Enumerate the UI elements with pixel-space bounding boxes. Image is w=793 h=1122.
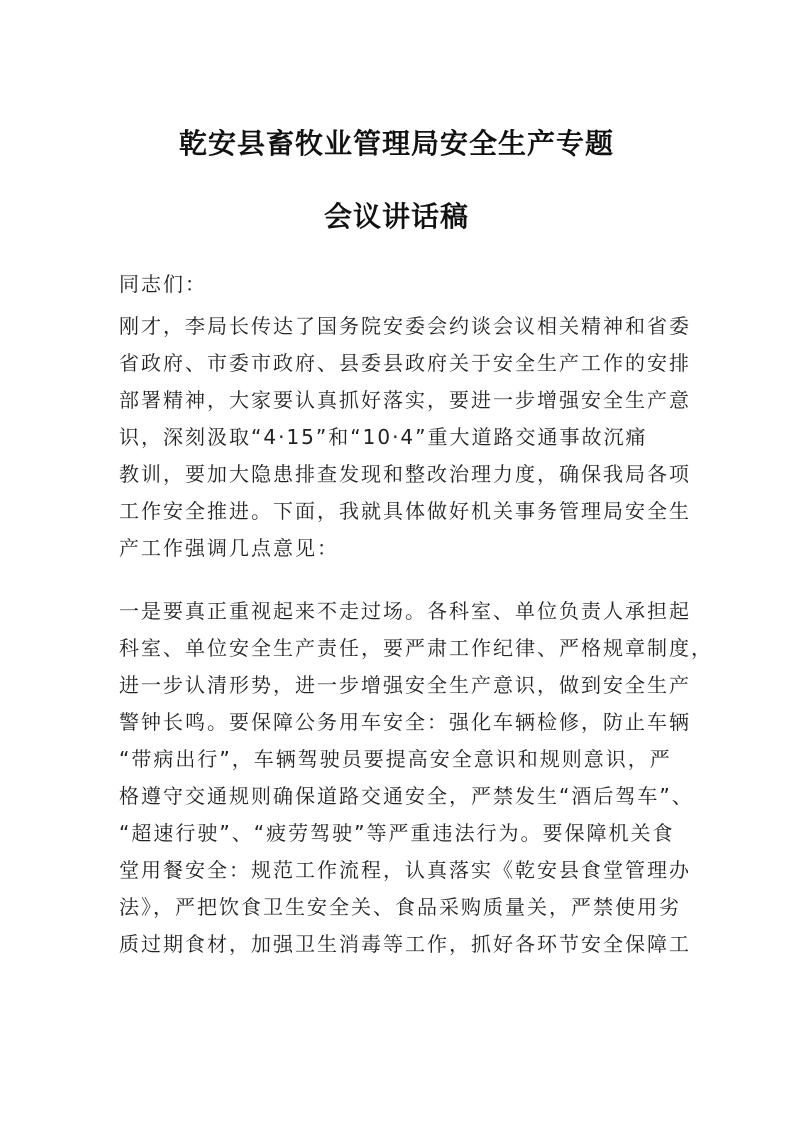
paragraph-line: 一是要真正重视起来不走过场。各科室、单位负责人承担起 [119,599,691,623]
paragraph-line: 教训，要加大隐患排查发现和整改治理力度，确保我局各项 [119,462,691,486]
paragraph-line: 科室、单位安全生产责任，要严肃工作纪律、严格规章制度， [119,636,713,660]
paragraph-line: 工作安全推进。下面，我就具体做好机关事务管理局安全生 [119,499,691,523]
paragraph-line: “带病出行”，车辆驾驶员要提高安全意识和规则意识，严 [119,747,672,771]
paragraph-line: 省政府、市委市政府、县委县政府关于安全生产工作的安排 [119,351,691,375]
paragraph-line: 堂用餐安全：规范工作流程，认真落实《乾安县食堂管理办 [119,858,691,882]
paragraph-line: 部署精神，大家要认真抓好落实，要进一步增强安全生产意 [119,388,691,412]
paragraph-1 [119,308,691,567]
paragraph-2 [119,593,713,963]
paragraph-line: 识，深刻汲取“4·15”和“10·4”重大道路交通事故沉痛 [119,425,648,449]
paragraph-line: 法》，严把饮食卫生安全关、食品采购质量关，严禁使用劣 [119,895,681,919]
paragraph-line: “超速行驶”、“疲劳驾驶”等严重违法行为。要保障机关食 [119,821,675,845]
paragraph-line: 质过期食材，加强卫生消毒等工作，抓好各环节安全保障工 [119,932,691,956]
greeting: 同志们： [119,272,207,296]
page-title-line-1: 乾安县畜牧业管理局安全生产专题 [178,127,614,160]
paragraph-line: 警钟长鸣。要保障公务用车安全：强化车辆检修，防止车辆 [119,710,691,734]
paragraph-line: 产工作强调几点意见： [119,536,339,560]
page-title-line-2: 会议讲话稿 [323,200,469,233]
paragraph-line: 进一步认清形势，进一步增强安全生产意识，做到安全生产 [119,673,691,697]
paragraph-line: 刚才，李局长传达了国务院安委会约谈会议相关精神和省委 [119,314,691,338]
paragraph-line: 格遵守交通规则确保道路交通安全，严禁发生“酒后驾车”、 [119,784,694,808]
